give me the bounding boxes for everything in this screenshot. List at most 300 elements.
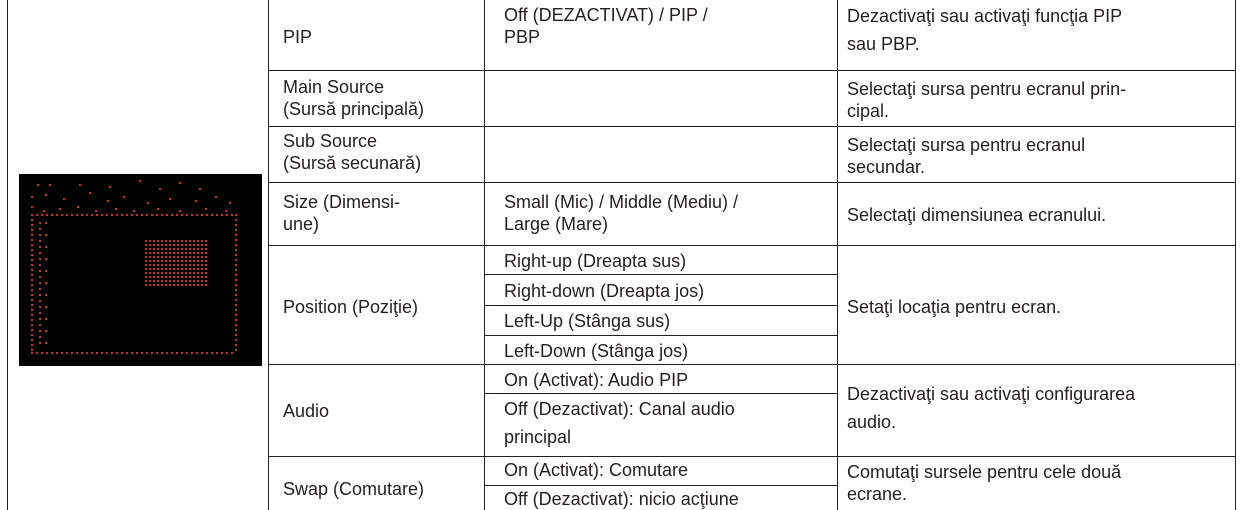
icon-dot: [177, 276, 179, 278]
icon-dot: [31, 334, 33, 336]
icon-dot: [101, 352, 103, 354]
row-divider: [268, 126, 1236, 127]
icon-dot: [177, 256, 179, 258]
setting-name-sub-source: Sub Source (Sursă secunară): [283, 131, 422, 173]
icon-dot: [151, 214, 153, 216]
icon-dot: [199, 188, 201, 190]
icon-dot: [31, 274, 33, 276]
icon-dot: [185, 272, 187, 274]
icon-dot: [161, 252, 163, 254]
icon-dot: [235, 339, 237, 341]
icon-dot: [116, 352, 118, 354]
icon-dot: [123, 196, 125, 198]
icon-dot: [201, 280, 203, 282]
icon-dot: [31, 224, 33, 226]
icon-dot: [39, 252, 41, 254]
icon-dot: [157, 252, 159, 254]
icon-dot: [109, 186, 111, 188]
description-main-source: Selectaţi sursa pentru ecranul prin- cipal.: [847, 79, 1127, 121]
icon-dot: [31, 249, 33, 251]
icon-dot: [41, 352, 43, 354]
icon-dot: [56, 352, 58, 354]
icon-dot: [157, 240, 159, 242]
icon-dot: [76, 214, 78, 216]
icon-dot: [211, 352, 213, 354]
icon-dot: [177, 272, 179, 274]
option-values-size: Small (Mic) / Middle (Mediu) / Large (Mare): [504, 192, 739, 234]
icon-dot: [235, 304, 237, 306]
icon-dot: [226, 352, 228, 354]
icon-dot: [149, 248, 151, 250]
icon-dot: [133, 210, 135, 212]
icon-dot: [189, 248, 191, 250]
icon-dot: [39, 240, 41, 242]
icon-dot: [235, 324, 237, 326]
icon-dot: [31, 219, 33, 221]
icon-dot: [165, 284, 167, 286]
icon-dot: [165, 264, 167, 266]
icon-dot: [197, 264, 199, 266]
icon-dot: [36, 214, 38, 216]
icon-dot: [115, 208, 117, 210]
icon-dot: [161, 260, 163, 262]
column-divider-1: [268, 0, 269, 510]
icon-dot: [231, 352, 233, 354]
icon-dot: [189, 244, 191, 246]
icon-dot: [181, 280, 183, 282]
icon-dot: [181, 248, 183, 250]
icon-dot: [165, 252, 167, 254]
setting-name-audio: Audio: [283, 401, 330, 421]
description-swap: Comutaţi sursele pentru cele două ecrane.: [847, 462, 1122, 504]
sub-row-divider: [484, 393, 838, 394]
icon-dot: [96, 214, 98, 216]
icon-dot: [31, 279, 33, 281]
icon-dot: [39, 264, 41, 266]
icon-dot: [86, 352, 88, 354]
icon-dot: [59, 208, 61, 210]
icon-dot: [161, 272, 163, 274]
icon-dot: [185, 284, 187, 286]
icon-dot: [39, 342, 41, 344]
icon-dot: [205, 240, 207, 242]
icon-dot: [31, 304, 33, 306]
icon-dot: [166, 352, 168, 354]
icon-dot: [235, 219, 237, 221]
icon-dot: [39, 246, 41, 248]
icon-dot: [169, 240, 171, 242]
icon-dot: [71, 214, 73, 216]
icon-dot: [165, 260, 167, 262]
icon-dot: [157, 244, 159, 246]
icon-dot: [31, 349, 33, 351]
icon-dot: [149, 256, 151, 258]
icon-dot: [216, 352, 218, 354]
icon-dot: [205, 272, 207, 274]
icon-dot: [177, 240, 179, 242]
icon-dot: [196, 352, 198, 354]
icon-dot: [235, 249, 237, 251]
option-value-swap: Off (Dezactivat): nicio acţiune: [504, 489, 739, 509]
icon-dot: [169, 248, 171, 250]
icon-dot: [205, 284, 207, 286]
setting-name-swap: Swap (Comutare): [283, 479, 425, 499]
icon-dot: [211, 214, 213, 216]
icon-dot: [235, 334, 237, 336]
icon-dot: [91, 214, 93, 216]
icon-dot: [235, 349, 237, 351]
icon-dot: [157, 280, 159, 282]
icon-dot: [39, 288, 41, 290]
icon-dot: [39, 234, 41, 236]
icon-dot: [185, 264, 187, 266]
icon-dot: [185, 252, 187, 254]
icon-dot: [177, 264, 179, 266]
row-divider: [268, 456, 1236, 457]
icon-dot: [165, 244, 167, 246]
icon-dot: [145, 260, 147, 262]
icon-dot: [205, 280, 207, 282]
icon-dot: [39, 270, 41, 272]
icon-dot: [156, 214, 158, 216]
icon-dot: [106, 352, 108, 354]
icon-dot: [169, 256, 171, 258]
icon-dot: [149, 272, 151, 274]
icon-dot: [95, 210, 97, 212]
icon-dot: [201, 252, 203, 254]
icon-dot: [173, 260, 175, 262]
icon-dot: [201, 240, 203, 242]
icon-dot: [169, 264, 171, 266]
icon-dot: [31, 284, 33, 286]
icon-dot: [153, 256, 155, 258]
icon-dot: [37, 184, 39, 186]
icon-dot: [45, 306, 47, 308]
icon-dot: [81, 214, 83, 216]
icon-dot: [41, 214, 43, 216]
icon-dot: [61, 214, 63, 216]
icon-dot: [179, 182, 181, 184]
icon-dot: [226, 214, 228, 216]
icon-dot: [161, 268, 163, 270]
icon-dot: [145, 248, 147, 250]
icon-dot: [193, 256, 195, 258]
icon-dot: [39, 276, 41, 278]
icon-dot: [193, 260, 195, 262]
icon-dot: [39, 282, 41, 284]
icon-dot: [145, 252, 147, 254]
icon-dot: [186, 214, 188, 216]
icon-dot: [31, 352, 33, 354]
option-values-pip: Off (DEZACTIVAT) / PIP / PBP: [504, 5, 708, 47]
icon-dot: [189, 284, 191, 286]
icon-dot: [111, 214, 113, 216]
icon-dot: [31, 254, 33, 256]
icon-dot: [153, 276, 155, 278]
icon-dot: [181, 276, 183, 278]
icon-dot: [149, 240, 151, 242]
icon-dot: [31, 214, 33, 216]
icon-dot: [201, 214, 203, 216]
icon-dot: [185, 268, 187, 270]
column-divider-2: [484, 0, 485, 510]
icon-dot: [197, 256, 199, 258]
icon-dot: [193, 264, 195, 266]
table-border-right: [1235, 0, 1236, 510]
setting-name-main-source: Main Source (Sursă principală): [283, 77, 425, 119]
option-value-position: Right-up (Dreapta sus): [504, 251, 687, 271]
icon-dot: [169, 252, 171, 254]
icon-dot: [173, 244, 175, 246]
icon-dot: [145, 272, 147, 274]
icon-dot: [177, 284, 179, 286]
icon-dot: [146, 352, 148, 354]
icon-dot: [161, 244, 163, 246]
icon-dot: [45, 342, 47, 344]
icon-dot: [77, 206, 79, 208]
icon-dot: [171, 352, 173, 354]
icon-dot: [173, 264, 175, 266]
icon-dot: [157, 208, 159, 210]
icon-dot: [66, 214, 68, 216]
row-divider: [268, 364, 1236, 365]
icon-dot: [153, 280, 155, 282]
icon-dot: [169, 268, 171, 270]
icon-dot: [235, 269, 237, 271]
icon-dot: [215, 196, 217, 198]
icon-dot: [201, 268, 203, 270]
icon-dot: [156, 352, 158, 354]
icon-dot: [201, 284, 203, 286]
icon-dot: [145, 256, 147, 258]
icon-dot: [165, 256, 167, 258]
icon-dot: [31, 339, 33, 341]
icon-dot: [235, 284, 237, 286]
sub-row-divider: [484, 485, 838, 486]
icon-dot: [185, 248, 187, 250]
icon-dot: [45, 294, 47, 296]
icon-dot: [186, 352, 188, 354]
icon-dot: [165, 276, 167, 278]
icon-dot: [177, 280, 179, 282]
icon-dot: [159, 188, 161, 190]
icon-dot: [56, 214, 58, 216]
icon-dot: [145, 284, 147, 286]
icon-dot: [121, 214, 123, 216]
icon-dot: [193, 268, 195, 270]
icon-dot: [45, 194, 47, 196]
icon-dot: [169, 284, 171, 286]
icon-dot: [45, 282, 47, 284]
icon-dot: [197, 240, 199, 242]
icon-dot: [151, 352, 153, 354]
description-position: Setaţi locaţia pentru ecran.: [847, 297, 1062, 317]
icon-dot: [206, 214, 208, 216]
icon-dot: [136, 352, 138, 354]
icon-dot: [149, 284, 151, 286]
table-border-left: [7, 0, 8, 510]
icon-dot: [45, 330, 47, 332]
description-pip: Dezactivaţi sau activaţi funcţia PIP sau PBP.: [847, 6, 1123, 54]
icon-dot: [201, 260, 203, 262]
option-value-swap: On (Activat): Comutare: [504, 460, 689, 480]
icon-dot: [145, 280, 147, 282]
icon-dot: [49, 184, 51, 186]
icon-dot: [149, 264, 151, 266]
column-divider-3: [837, 0, 838, 510]
icon-dot: [51, 214, 53, 216]
icon-dot: [61, 352, 63, 354]
icon-dot: [39, 294, 41, 296]
icon-dot: [39, 222, 41, 224]
icon-dot: [235, 294, 237, 296]
icon-dot: [165, 272, 167, 274]
sub-row-divider: [484, 274, 838, 275]
icon-dot: [235, 239, 237, 241]
icon-dot: [173, 252, 175, 254]
icon-dot: [171, 214, 173, 216]
option-value-position: Right-down (Dreapta jos): [504, 281, 705, 301]
icon-dot: [139, 180, 141, 182]
icon-dot: [63, 198, 65, 200]
icon-dot: [111, 352, 113, 354]
icon-dot: [181, 214, 183, 216]
icon-dot: [205, 208, 207, 210]
sub-row-divider: [484, 335, 838, 336]
icon-dot: [235, 224, 237, 226]
icon-dot: [131, 352, 133, 354]
icon-dot: [193, 244, 195, 246]
icon-dot: [205, 264, 207, 266]
option-value-position: Left-Up (Stânga sus): [504, 311, 671, 331]
icon-dot: [157, 276, 159, 278]
icon-dot: [157, 248, 159, 250]
icon-dot: [216, 214, 218, 216]
option-value-audio: On (Activat): Audio PIP: [504, 370, 689, 390]
option-value-position: Left-Down (Stânga jos): [504, 341, 689, 361]
icon-dot: [46, 214, 48, 216]
icon-dot: [126, 214, 128, 216]
icon-dot: [39, 336, 41, 338]
icon-dot: [193, 276, 195, 278]
icon-dot: [191, 214, 193, 216]
icon-dot: [235, 214, 237, 216]
icon-dot: [39, 318, 41, 320]
icon-dot: [169, 280, 171, 282]
icon-dot: [235, 299, 237, 301]
icon-dot: [197, 276, 199, 278]
icon-dot: [189, 260, 191, 262]
icon-dot: [131, 214, 133, 216]
icon-dot: [205, 244, 207, 246]
icon-dot: [177, 252, 179, 254]
icon-dot: [45, 246, 47, 248]
icon-dot: [235, 254, 237, 256]
icon-dot: [185, 244, 187, 246]
icon-dot: [205, 252, 207, 254]
icon-dot: [31, 264, 33, 266]
icon-dot: [31, 289, 33, 291]
icon-dot: [116, 214, 118, 216]
icon-dot: [197, 252, 199, 254]
icon-dot: [145, 240, 147, 242]
icon-dot: [235, 264, 237, 266]
icon-dot: [149, 252, 151, 254]
icon-dot: [147, 202, 149, 204]
icon-dot: [201, 244, 203, 246]
icon-dot: [45, 234, 47, 236]
row-divider: [268, 182, 1236, 183]
icon-dot: [161, 280, 163, 282]
icon-dot: [153, 244, 155, 246]
icon-dot: [45, 270, 47, 272]
icon-dot: [189, 276, 191, 278]
icon-dot: [39, 228, 41, 230]
icon-dot: [225, 210, 227, 212]
icon-dot: [189, 252, 191, 254]
icon-dot: [31, 324, 33, 326]
icon-dot: [141, 352, 143, 354]
icon-dot: [31, 344, 33, 346]
icon-dot: [201, 352, 203, 354]
icon-dot: [166, 214, 168, 216]
icon-dot: [161, 264, 163, 266]
icon-dot: [173, 256, 175, 258]
icon-dot: [197, 244, 199, 246]
icon-dot: [153, 272, 155, 274]
icon-dot: [157, 268, 159, 270]
icon-dot: [39, 306, 41, 308]
icon-dot: [206, 352, 208, 354]
icon-dot: [235, 329, 237, 331]
icon-dot: [193, 252, 195, 254]
icon-dot: [189, 272, 191, 274]
icon-dot: [197, 268, 199, 270]
icon-dot: [45, 222, 47, 224]
icon-dot: [235, 279, 237, 281]
icon-dot: [89, 192, 91, 194]
icon-dot: [189, 280, 191, 282]
icon-dot: [31, 309, 33, 311]
icon-dot: [149, 260, 151, 262]
icon-dot: [185, 240, 187, 242]
row-divider: [268, 70, 1236, 71]
icon-dot: [31, 329, 33, 331]
icon-dot: [31, 196, 33, 198]
icon-dot: [81, 352, 83, 354]
icon-dot: [31, 314, 33, 316]
icon-dot: [235, 234, 237, 236]
icon-dot: [181, 352, 183, 354]
icon-dot: [39, 330, 41, 332]
icon-dot: [71, 352, 73, 354]
icon-dot: [235, 274, 237, 276]
icon-dot: [31, 299, 33, 301]
icon-dot: [96, 352, 98, 354]
icon-dot: [235, 259, 237, 261]
icon-dot: [169, 276, 171, 278]
icon-dot: [197, 272, 199, 274]
row-divider: [268, 245, 1236, 246]
icon-dot: [235, 244, 237, 246]
icon-dot: [197, 260, 199, 262]
icon-dot: [191, 352, 193, 354]
icon-dot: [39, 324, 41, 326]
icon-dot: [181, 260, 183, 262]
icon-dot: [193, 284, 195, 286]
icon-dot: [31, 239, 33, 241]
icon-dot: [91, 352, 93, 354]
